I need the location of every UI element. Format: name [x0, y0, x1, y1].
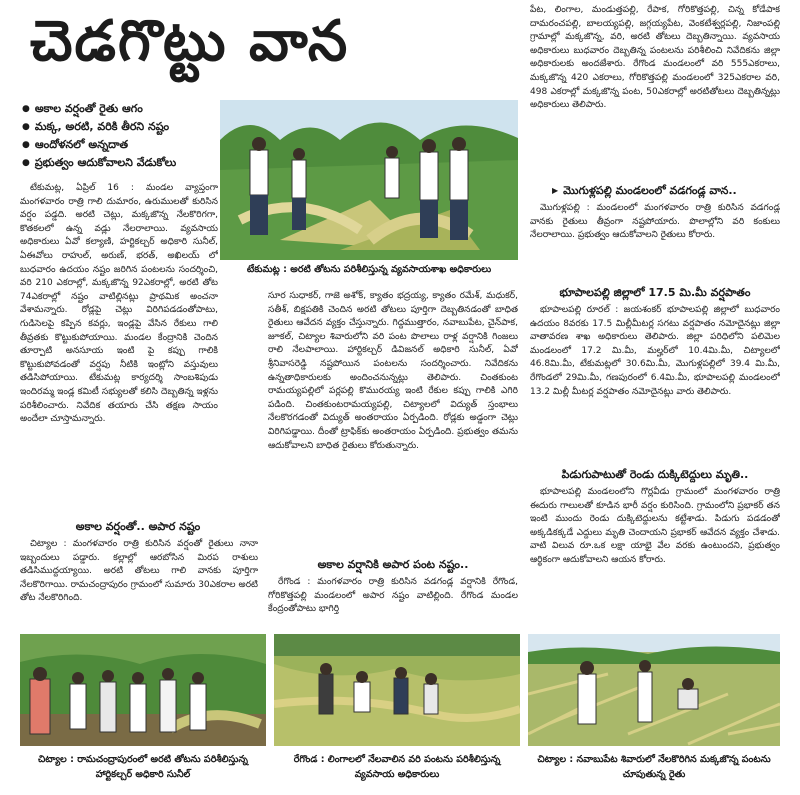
story-tekumatla-continuation-text: సూర సుధాకర్, గాజె అశోక్, క్యాతం భద్రయ్య, క్యాతం రమేశ్, మధుకర్, సతీశ్, బిక్షపతికి చెందిన అరటి తోటలు పూర్తిగా దెబ్బతినడంతో బాధిత రైతులు ఆవేదన వ్యక్తం చేస్తున్నారు. గిద్దముత్తారం, నవాబుపేట, చైన్‌పాక, జూకల్, చిట్యాల శివారులోని వరి పంట పొలాలు రాళ్ల వర్షానికి గింజలు రాలి నేలపాలాయి. హార్టికల్చర్ డివిజనల్ అధికారి సునీల్, ఏవో శ్రీనివాసరెడ్డి నష్టపోయిన పంటలను సందర్శించారు. నివేదికను ఉన్నతాధికారులకు అందించనున్నట్లు తెలిపారు. చింతకుంట రామయ్యపల్లిలో పర్లపల్లి కొమురయ్య ఇంటి రేకుల కప్పు గాలికి ఎగిరి పడింది. చింతకుంటరామయ్యపల్లి, చిట్యాలలో విద్యుత్ స్తంభాలు నేలకొరగడంతో విద్యుత్ అంతరాయం ఏర్పడింది. రోడ్లకు అడ్డంగా చెట్లు విరిగిపడ్డాయి. దీంతో ట్రాఫిక్‌కు అంతరాయం ఏర్పడింది. ప్రభుత్వం తమను ఆదుకోవాలని బాధిత రైతులు కోరుతున్నారు.: [268, 291, 518, 451]
photo-bottom-3-caption: చిట్యాల : నవాబుపేట శివారులో నేలకొరిగిన మక్కజొన్న పంటను చూపుతున్న రైతు: [537, 754, 771, 780]
photo-banana-plantation-image: [220, 100, 518, 260]
story-tekumatla-paragraph: టేకుమట్ల, ఏప్రిల్ 16 : మండల వ్యాప్తంగా మంగళవారం రాత్రి గాలి దుమారం, ఉరుములతో కురిసిన వర్షం పడ్డది. అరటి చెట్లు, మక్కజొన్న నేలకొరిగగా, కొతకలలో ఉన్న వడ్లు నేలరాలాయి. వ్యవసాయ అధికారులు ఏవో కల్యాణి, హర్టికల్చర్ అధికారి సునీల్, ఏఈవోలు రాహుల్, అరుణ్, భరత్, అఖిలయ్ లో బుధవారం ఉదయం నష్టం జరిగిన పంటలను సందర్శించి, వరి 210 ఎకరాల్లో, మక్కజొన్న 92ఎకరాల్లో, అరటి తోట 74ఎకరాల్లో నష్టం వాటిల్లినట్లు ప్రాథమిక అంచనా వేశామన్నారు. రోడ్లపై చెట్లు విరిగిపడడంతోపాటు, గుడిసెలపై కప్పిన కవర్లు, ఇండ్లపై వేసిన రేకులు గాలి తీవ్రతకు కొట్టుకుపోయాయి. మండల కేంద్రానికి చెందిన తూర్పాటి అనసూయ ఇంటి పై కప్పు గాలికి కొట్టుకుపోవడంతో వర్షపు నీటికి ఇంట్లోని వస్తువులు తడిసిపోయాయి. టేకుమట్ల కార్యదర్శి సాంబశిపుడు ఇందిరమ్మ ఇండ్ల కమిటీ సభ్యులతో కలిసి దెబ్బతిన్న ఇళ్లను పరిశీలించారు. నివేదిక తయారు చేసి తక్షణ సాయం అందేలా చూస్తామన్నారు.: [20, 183, 218, 425]
story-bhupalpally-body: [530, 304, 780, 456]
story-chityala-body: [20, 538, 258, 628]
story-chityala-title: అకాల వర్షంతో.. అపార నష్టం: [75, 520, 201, 533]
story-regonda-paragraph: రేగొండ : మంగళవారం రాత్రి కురిసిన వడగండ్ల వర్షానికి రేగొండ, గోరికొత్తపల్లి మండలంలో అపార నష్టం వాటిల్లింది. రేగొండ మండల కేంద్రంతోపాటు భాగిర్తి: [268, 577, 518, 615]
photo-regonda-paddy: [274, 634, 520, 746]
story-tekumatla-continuation: [268, 290, 518, 548]
highlights-list: [22, 100, 218, 172]
story-mogullapalli-title: ▶ మొగుళ్లపల్లి మండలంలో వడగండ్ల వాన..: [530, 182, 800, 200]
story-regonda-continuation: [530, 4, 780, 178]
photo-regonda-paddy-image: [274, 634, 520, 746]
story-chityala-paragraph: చిట్యాల : మంగళవారం రాత్రి కురిసిన వర్షంతో రైతులు నానా ఇబ్బందులు పడ్డారు. కల్లాల్లో ఆరబోసిన మిరప రాశులు తడిసిముద్దయ్యాయి. అరటి తోటలు గాలి వానకు పూర్తిగా నేలకొరిగాయి. రామచంద్రాపురం గ్రామంలో సుమారు 30ఎకరాల అరటి తోట నేలకొరిగింది.: [20, 539, 258, 604]
photo-banana-plantation: [220, 100, 518, 260]
highlight-item: ● మక్క, అరటి, వరికి తీరని నష్టం: [22, 118, 218, 136]
photo-chityala-banana: [20, 634, 266, 746]
photo-chityala-maize-image: [528, 634, 780, 746]
photo-bottom-1-caption: చిట్యాల : రామచంద్రాపురంలో అరటి తోటను పరిశీలిస్తున్న హార్టికల్చర్ అధికారి సునీల్: [38, 754, 248, 780]
story-lightning-paragraph: భూపాలపల్లి మండలంలోని గొర్లవీడు గ్రామంలో మంగళవారం రాత్రి ఈదురు గాలులతో కూడిన భారీ వర్షం కురిసింది. గ్రామంలోని ప్రభాకర్ తన ఇంటి ముందు రెండు దుక్కిటెద్దులను కట్టేశాడు. పిడుగు పడడంతో అక్కడికక్కడే ఎద్దులు మృతి చెందాయని ప్రభాకర్ ఆవేదన వ్యక్తం చేశాడు. వాటి విలువ రూ.ఒక లక్షా యాభై వేల వరకు ఉంటుందని, ప్రభుత్వం ఆర్థికంగా ఆదుకోవాలని ఆయన కోరారు.: [530, 487, 780, 565]
story-regonda-title: అకాల వర్షానికి అపార పంట నష్టం..: [317, 558, 469, 571]
story-regonda-continuation-text: పేట, లింగాల, మండుత్తపల్లి, రేపాక, గోరికొత్తపల్లి, చిన్న కోడేపాక దామరంచపల్లి, బాలయ్యపల్లి, జగ్గయ్యపేట, వెంకటేశ్వర్లపల్లి, నిజాంపల్లి గ్రామాల్లో మక్కజొన్న, వరి, అరటి తోటలు దెబ్బతిన్నాయి. వ్యవసాయ అధికారులు బుధవారం దెబ్బతిన్న పంటలను పరిశీలించి నివేదికను జిల్లా అధికారులకు అందజేశారు. రేగొండ మండలంలో వరి 555ఎకరాలు, మక్కజొన్న 420 ఎకరాలు, గోరికొత్తపల్లి మండలంలో 325ఎకరాల వరి, 498 ఎకరాల్లో మక్కజొన్న పంట, 50ఎకరాల్లో అరటితోటలు దెబ్బతిన్నట్లు అధికారులు తెలిపారు.: [530, 5, 780, 111]
story-lightning-body: [530, 486, 780, 630]
highlight-item: ● ప్రభుత్వం ఆదుకోవాలని వేడుకోలు: [22, 154, 218, 172]
photo-chityala-banana-image: [20, 634, 266, 746]
story-bhupalpally-title: భూపాలపల్లి జిల్లాలో 17.5 మి.మీ వర్షపాతం: [559, 286, 751, 299]
photo-chityala-maize: [528, 634, 780, 746]
story-mogullapalli-paragraph: మొగుళ్లపల్లి : మండలంలో మంగళవారం రాత్రి కురిసిన వడగండ్ల వానకు రైతులు తీవ్రంగా నష్టపోయారు. పొలాల్లోని వరి కంకులు నేలరాలాయి. ప్రభుత్వం ఆదుకోవాలని రైతులు కోరారు.: [530, 203, 780, 241]
headline: చెడగొట్టు వాన: [30, 9, 350, 74]
photo-bottom-2-caption: రేగొండ : లింగాలలో నేలవాలిన వరి పంటను పరిశీలిస్తున్న వ్యవసాయ అధికారులు: [293, 754, 501, 780]
story-lightning-title: పిడుగుపాటుతో రెండు దుక్కిటెద్దులు మృతి..: [561, 468, 749, 481]
story-bhupalpally-paragraph: భూపాలపల్లి రూరల్ : జయశంకర్ భూపాలపల్లి జిల్లాలో బుధవారం ఉదయం 8వరకు 17.5 మిల్లీమీటర్ల సగటు వర్షపాతం నమోదైనట్లు జిల్లా వాతావరణ శాఖ అధికారులు తెలిపారు. జిల్లా పరిధిలోని పలిమెల మండలంలో 17.2 మి.మీ, మల్హర్‌లో 10.4మి.మీ, చిట్యాలలో 46.8మి.మీ, టేకుమట్లలో 30.6మి.మీ, మొగుళ్లపల్లిలో 39.4 మి.మీ, రేగొండలో 29మి.మీ, గణపురంలో 6.4మి.మీ, భూపాలపల్లి మండలంలో 13.2 మిల్లీ మీటర్ల వర్షపాతం నమోదైనట్లు వారు తెలిపారు.: [530, 305, 780, 397]
highlight-item: ● ఆందోళనలో అన్నదాత: [22, 136, 218, 154]
story-tekumatla-body: [20, 182, 218, 512]
photo-top-caption: టేకుమట్ల : అరటి తోటను పరిశీలిస్తున్న వ్యవసాయశాఖ అధికారులు: [246, 264, 492, 275]
highlight-item: ● అకాల వర్షంతో రైతు ఆగం: [22, 100, 218, 118]
story-regonda-body: [268, 576, 518, 632]
story-mogullapalli-body: [530, 202, 780, 272]
